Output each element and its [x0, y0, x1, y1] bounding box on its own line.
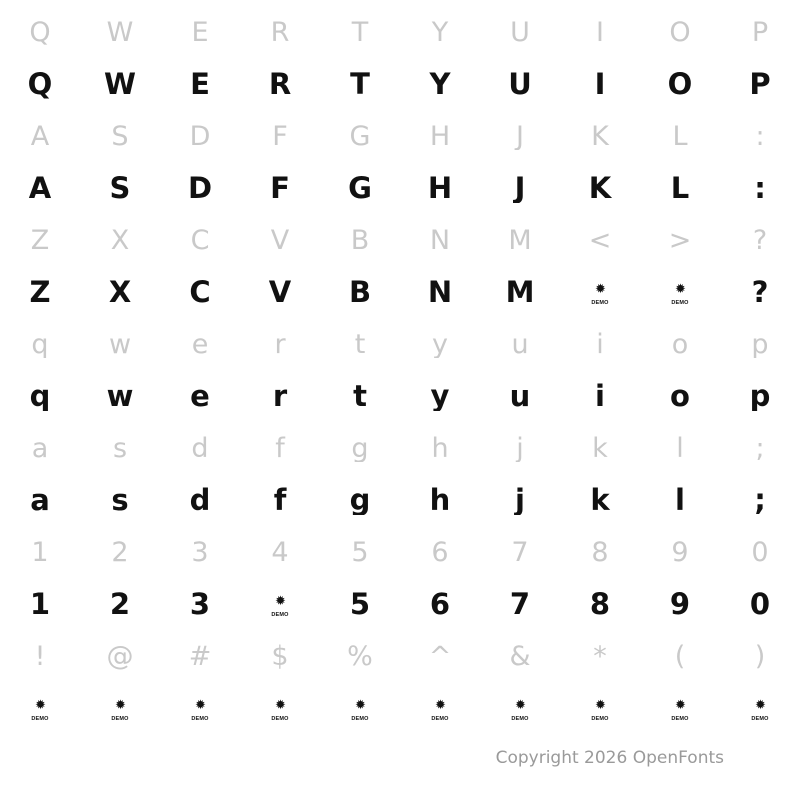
glyph-cell: 3 — [189, 589, 211, 619]
copyright-notice: Copyright 2026 OpenFonts — [495, 748, 724, 768]
glyph-cell: a — [31, 434, 49, 462]
glyph-cell: Y — [429, 69, 451, 99]
demo-watermark-glyph — [240, 694, 320, 723]
demo-mark-leaf-icon: ✹ — [675, 697, 685, 713]
glyph-cell: Q — [29, 18, 51, 46]
glyph-cell: O — [669, 18, 691, 46]
demo-watermark-glyph — [160, 694, 240, 723]
glyph-cell: F — [272, 122, 288, 150]
glyph-cell: R — [268, 69, 292, 99]
demo-mark-label: DEMO — [751, 715, 769, 722]
glyph-cell: 9 — [671, 538, 689, 566]
demo-watermark-glyph — [720, 694, 800, 723]
glyph-cell: d — [191, 434, 209, 462]
demo-mark — [587, 281, 613, 307]
glyph-cell: E — [191, 18, 209, 46]
glyph-cell: s — [111, 485, 129, 515]
glyph-cell: d — [189, 485, 211, 515]
demo-mark-label: DEMO — [591, 299, 609, 306]
demo-mark-leaf-icon: ✹ — [115, 697, 125, 713]
glyph-cell: Q — [27, 69, 53, 99]
glyph-cell: W — [104, 69, 136, 99]
demo-watermark-glyph — [560, 278, 640, 307]
glyph-cell: 6 — [429, 589, 451, 619]
demo-mark-label: DEMO — [351, 715, 369, 722]
glyph-cell: L — [672, 122, 688, 150]
glyph-cell: * — [593, 642, 607, 670]
glyph-cell: U — [508, 69, 532, 99]
demo-watermark-glyph — [0, 694, 80, 723]
demo-watermark-glyph — [80, 694, 160, 723]
glyph-row — [0, 162, 800, 214]
glyph-row — [0, 630, 800, 682]
glyph-cell: h — [429, 485, 451, 515]
glyph-cell: k — [592, 434, 608, 462]
demo-mark-label: DEMO — [111, 715, 129, 722]
glyph-cell: Z — [30, 226, 50, 254]
glyph-cell: j — [515, 485, 525, 515]
glyph-cell: H — [427, 173, 453, 203]
glyph-cell: s — [112, 434, 128, 462]
glyph-cell: f — [275, 434, 285, 462]
demo-watermark-glyph — [240, 590, 320, 619]
glyph-cell: r — [272, 381, 288, 411]
glyph-cell: ^ — [428, 642, 452, 670]
glyph-row — [0, 422, 800, 474]
glyph-cell: K — [591, 122, 609, 150]
glyph-cell: 6 — [431, 538, 449, 566]
demo-mark-label: DEMO — [671, 299, 689, 306]
demo-watermark-glyph — [560, 694, 640, 723]
glyph-cell: 7 — [509, 589, 531, 619]
glyph-cell: 8 — [589, 589, 611, 619]
demo-mark-leaf-icon: ✹ — [275, 593, 285, 609]
glyph-cell: U — [510, 18, 530, 46]
glyph-row — [0, 58, 800, 110]
glyph-row — [0, 318, 800, 370]
glyph-cell: F — [270, 173, 290, 203]
demo-mark-leaf-icon: ✹ — [195, 697, 205, 713]
demo-mark — [747, 697, 773, 723]
glyph-cell: t — [354, 330, 366, 358]
demo-mark-leaf-icon: ✹ — [35, 697, 45, 713]
glyph-cell: S — [109, 173, 131, 203]
demo-mark-label: DEMO — [671, 715, 689, 722]
demo-mark — [187, 697, 213, 723]
glyph-cell: j — [516, 434, 524, 462]
glyph-cell: k — [590, 485, 610, 515]
demo-mark — [107, 697, 133, 723]
glyph-row — [0, 214, 800, 266]
glyph-cell: M — [508, 226, 532, 254]
glyph-cell: h — [431, 434, 449, 462]
glyph-row — [0, 526, 800, 578]
demo-mark — [347, 697, 373, 723]
demo-watermark-glyph — [640, 278, 720, 307]
demo-watermark-glyph — [640, 694, 720, 723]
glyph-cell: q — [31, 330, 49, 358]
glyph-cell: 5 — [351, 538, 369, 566]
glyph-cell: D — [187, 173, 213, 203]
glyph-cell: H — [429, 122, 451, 150]
demo-mark-label: DEMO — [271, 715, 289, 722]
glyph-cell: o — [670, 381, 690, 411]
glyph-cell: ? — [751, 277, 769, 307]
demo-mark-label: DEMO — [31, 715, 49, 722]
glyph-row — [0, 682, 800, 734]
glyph-cell: K — [588, 173, 612, 203]
glyph-cell: T — [350, 69, 370, 99]
glyph-cell: t — [353, 381, 367, 411]
glyph-cell: $ — [271, 642, 289, 670]
glyph-cell: ) — [754, 642, 766, 670]
glyph-cell: g — [351, 434, 369, 462]
glyph-cell: ; — [754, 485, 766, 515]
glyph-cell: ; — [755, 434, 765, 462]
glyph-cell: @ — [106, 642, 134, 670]
glyph-cell: Y — [431, 18, 449, 46]
demo-mark — [267, 593, 293, 619]
demo-mark-leaf-icon: ✹ — [355, 697, 365, 713]
demo-mark — [587, 697, 613, 723]
glyph-cell: N — [427, 277, 453, 307]
glyph-cell: l — [675, 485, 685, 515]
demo-mark — [667, 281, 693, 307]
glyph-cell: J — [514, 173, 526, 203]
glyph-cell: : — [755, 122, 765, 150]
demo-mark-label: DEMO — [191, 715, 209, 722]
glyph-cell: G — [348, 173, 372, 203]
glyph-cell: a — [30, 485, 50, 515]
glyph-cell: p — [749, 381, 771, 411]
glyph-cell: 0 — [749, 589, 771, 619]
glyph-cell: 8 — [591, 538, 609, 566]
glyph-cell: R — [270, 18, 290, 46]
glyph-cell: 1 — [29, 589, 51, 619]
glyph-cell: e — [191, 330, 209, 358]
glyph-cell: P — [751, 18, 769, 46]
glyph-cell: y — [430, 381, 450, 411]
demo-mark-label: DEMO — [271, 611, 289, 618]
glyph-cell: o — [671, 330, 689, 358]
demo-mark-leaf-icon: ✹ — [275, 697, 285, 713]
demo-mark-leaf-icon: ✹ — [435, 697, 445, 713]
glyph-cell: 7 — [511, 538, 529, 566]
glyph-cell: V — [268, 277, 292, 307]
glyph-cell: i — [596, 330, 604, 358]
glyph-cell: W — [106, 18, 134, 46]
demo-watermark-glyph — [320, 694, 400, 723]
glyph-cell: E — [190, 69, 210, 99]
glyph-cell: I — [594, 69, 606, 99]
glyph-cell: Z — [29, 277, 51, 307]
glyph-cell: ( — [674, 642, 686, 670]
demo-mark — [267, 697, 293, 723]
glyph-cell: % — [347, 642, 373, 670]
glyph-cell: B — [348, 277, 372, 307]
glyph-cell: M — [505, 277, 535, 307]
demo-mark — [507, 697, 533, 723]
glyph-cell: G — [349, 122, 371, 150]
glyph-cell: w — [106, 381, 134, 411]
demo-mark-leaf-icon: ✹ — [595, 697, 605, 713]
glyph-cell: w — [108, 330, 132, 358]
demo-mark-leaf-icon: ✹ — [515, 697, 525, 713]
glyph-cell: C — [189, 277, 211, 307]
glyph-cell: S — [111, 122, 129, 150]
glyph-cell: B — [350, 226, 370, 254]
glyph-cell: P — [749, 69, 771, 99]
glyph-cell: & — [509, 642, 531, 670]
glyph-cell: # — [188, 642, 212, 670]
demo-mark — [667, 697, 693, 723]
glyph-cell: A — [30, 122, 50, 150]
glyph-cell: A — [28, 173, 52, 203]
glyph-cell: e — [190, 381, 210, 411]
glyph-cell: r — [274, 330, 286, 358]
glyph-cell: g — [349, 485, 371, 515]
glyph-cell: < — [588, 226, 612, 254]
glyph-cell: q — [29, 381, 51, 411]
glyph-cell: ? — [752, 226, 768, 254]
glyph-row — [0, 370, 800, 422]
glyph-cell: : — [754, 173, 766, 203]
glyph-cell: C — [190, 226, 210, 254]
glyph-cell: y — [432, 330, 448, 358]
glyph-cell: ! — [34, 642, 46, 670]
glyph-cell: N — [429, 226, 451, 254]
glyph-cell: T — [351, 18, 369, 46]
glyph-cell: X — [108, 277, 132, 307]
demo-mark-label: DEMO — [591, 715, 609, 722]
glyph-cell: 3 — [191, 538, 209, 566]
glyph-cell: J — [516, 122, 524, 150]
demo-mark — [427, 697, 453, 723]
glyph-cell: u — [509, 381, 531, 411]
demo-mark-leaf-icon: ✹ — [595, 281, 605, 297]
glyph-cell: 5 — [349, 589, 371, 619]
glyph-cell: i — [595, 381, 605, 411]
glyph-cell: O — [667, 69, 693, 99]
demo-mark-label: DEMO — [431, 715, 449, 722]
glyph-cell: 0 — [751, 538, 769, 566]
glyph-cell: > — [668, 226, 692, 254]
glyph-cell: 2 — [111, 538, 129, 566]
glyph-cell: 4 — [271, 538, 289, 566]
glyph-cell: f — [273, 485, 287, 515]
glyph-cell: 2 — [109, 589, 131, 619]
glyph-row — [0, 578, 800, 630]
demo-mark — [27, 697, 53, 723]
glyph-cell: I — [596, 18, 604, 46]
glyph-row — [0, 474, 800, 526]
glyph-row — [0, 266, 800, 318]
glyph-row — [0, 6, 800, 58]
demo-watermark-glyph — [480, 694, 560, 723]
demo-mark-leaf-icon: ✹ — [675, 281, 685, 297]
glyph-cell: 1 — [31, 538, 49, 566]
glyph-cell: 9 — [669, 589, 691, 619]
glyph-cell: D — [189, 122, 211, 150]
demo-mark-label: DEMO — [511, 715, 529, 722]
glyph-cell: p — [751, 330, 769, 358]
glyph-cell: V — [270, 226, 290, 254]
demo-mark-leaf-icon: ✹ — [755, 697, 765, 713]
glyph-cell: L — [670, 173, 690, 203]
glyph-cell: u — [511, 330, 529, 358]
glyph-cell: X — [110, 226, 130, 254]
glyph-cell: l — [676, 434, 684, 462]
demo-watermark-glyph — [400, 694, 480, 723]
glyph-row — [0, 110, 800, 162]
